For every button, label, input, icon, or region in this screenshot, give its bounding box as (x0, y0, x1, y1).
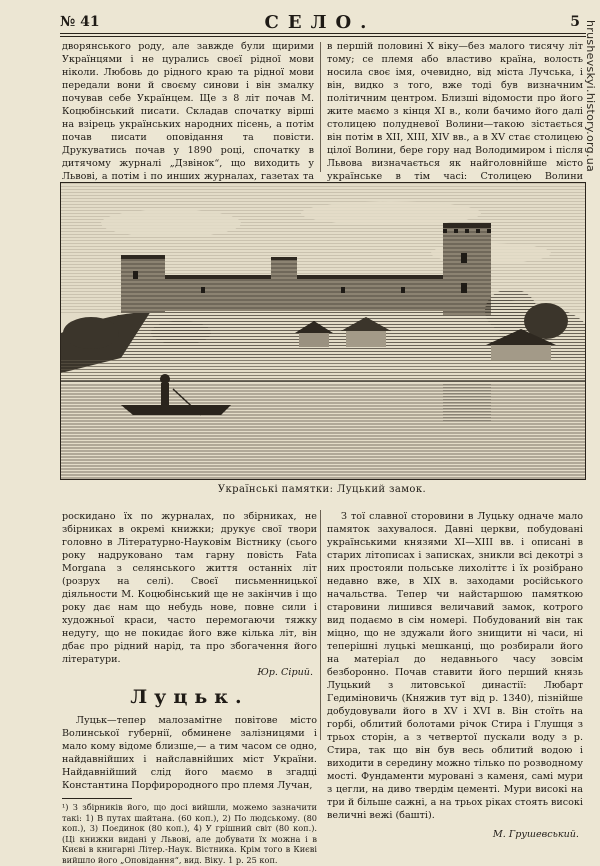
castle-engraving (60, 182, 586, 480)
newspaper-title: СЕЛО. (264, 12, 376, 33)
author-signature: Юр. Сірий. (257, 667, 313, 678)
footnote: ¹) З збірників його, що досі вийшли, можемо зазначити такі: 1) В путах шайтана. (60 коп.), 2) По людському. (80 коп.), 3) Поєдинок (80 коп.), 4) У грішний світ (80 коп.). (Ці книжки видані у Львові, але добувати їх можна і в Києві в книгарні Літер.-Наук. Вістника. Крім того в Києві вийшло його „Оповідання“, вид. Віку. 1 р. 25 коп. (62, 802, 317, 865)
luck-continuation-column (327, 40, 583, 196)
article-paragraph: роскидано їх по журналах, по збірниках, не збірниках в окремі книжки; друкує свої твори головно в Літературно-Науковім Вістнику (сього року надруковано там гарну повість Fata Morgana з селянського життя останніх літ (розрух на селі). Своєї письменницької діяльности М. Коцюбінський ще не закінчив і що року дає нам що небудь нове, повне сили і художньої краси, часто перемогаючи тяжку недугу, що не покидає його вже кілька літ, він дбає про рідний нарід, та про збогачення його літератури. (62, 511, 317, 665)
footnotes (62, 802, 317, 866)
column-divider (320, 510, 321, 740)
footnote-rule (62, 798, 132, 799)
article-paragraph: дворянського роду, але завжде були щирими Українцями і не цурались своєї рідної мови ніколи. Любовь до рідного краю та рідної мови передали вони й своєму синови і він змалку почував себе Українцем. Ще з 8 літ почав М. Коцюбінський писати. Складав спочатку вірші на взірець українських народних пісень, а потім почав писати оповідання та повісти. Друкуватись почав у 1890 році, спочатку в дитячому журналі „Дзвінок“, що виходить у Львові, а потім і по инших журналах, газетах та (62, 41, 314, 182)
bottom-left-column (62, 510, 317, 866)
illustration-caption: Українські памятки: Луцький замок. (217, 484, 427, 495)
article-paragraph: Луцьк—тепер малозамітне повітове місто Волинської губернії, обминене залізницями і мало кому відоме близше,— а тим часом се одно, найдавнійших і найславнійших міст України. Найдавнійший слід його маємо в згадці Константина Порфирородного про племя Лучан, (62, 715, 317, 791)
author-signature: М. Грушевський. (492, 829, 579, 840)
header-rule-double (60, 36, 586, 37)
bottom-right-column (327, 510, 583, 841)
column-divider (320, 42, 321, 172)
page-number: 5 (570, 14, 580, 30)
issue-number: № 41 (60, 14, 100, 30)
article-paragraph: в першій половині X віку—без малого тисячу літ тому; се племя або властиво країна, волость носила своє імя, очевидно, від міста Лучська, і він, видко з того, вже тоді був визначним політичним центром. Близші відомости про його жите маємо з кінця XI в., коли бачимо його далі столицею полудневої Волини—такою зістається він потім в XII, XIII, XIV вв., а в XV стає столицею цілої Волини, бере гору над Володимиром і після Львова визначається як найголовнійше місто українське в тім часі: Столицею Волини (327, 41, 583, 182)
article-paragraph: З тої славної сторовини в Луцьку одначе мало памяток захувалося. Давні церкви, побудовані українськими князями XI—XIII вв. і описані в старих літописах і записках, зникли всі декотрі з них простояли польське лихоліттє і їх розібрано недавно вже, в XIX в. заходами російського начальства. Тепер чи найстаршою памяткою старовини лишився величавий замок, котрого вид подаємо в сім номері. Побудований він так міцно, що не здужали його знищити ні часи, ні теперішні луцькі мешканці, що розбирали його на матеріал до недавнього часу зовсім безборонно. Почав ставити його перший князь Луцький з литовської династії: Любарт Гедиміновичь (Княжив тут від р. 1340), пізнійше добудовували його в XV і XVI в. Він стоїть на горбі, облитий болотами річок Стира і Глушця з трьох сторін, а з четвертої пускали воду з р. Стира, так що він був весь облитий водою і виходити в середину можно тілько по розводному мості. Фундаменти муровані з каменя, самі мури з цегли, на диво твердім цементі. Мури високі на три й більше сажні, а на трьох ріках стоять високі величні вежі (башті). (327, 511, 583, 821)
header-rule (60, 33, 586, 34)
article-heading: Луцьк. (130, 686, 249, 708)
lutsk-castle-illustration (61, 183, 585, 479)
source-watermark: hrushevskyi.history.org.ua (584, 20, 597, 173)
